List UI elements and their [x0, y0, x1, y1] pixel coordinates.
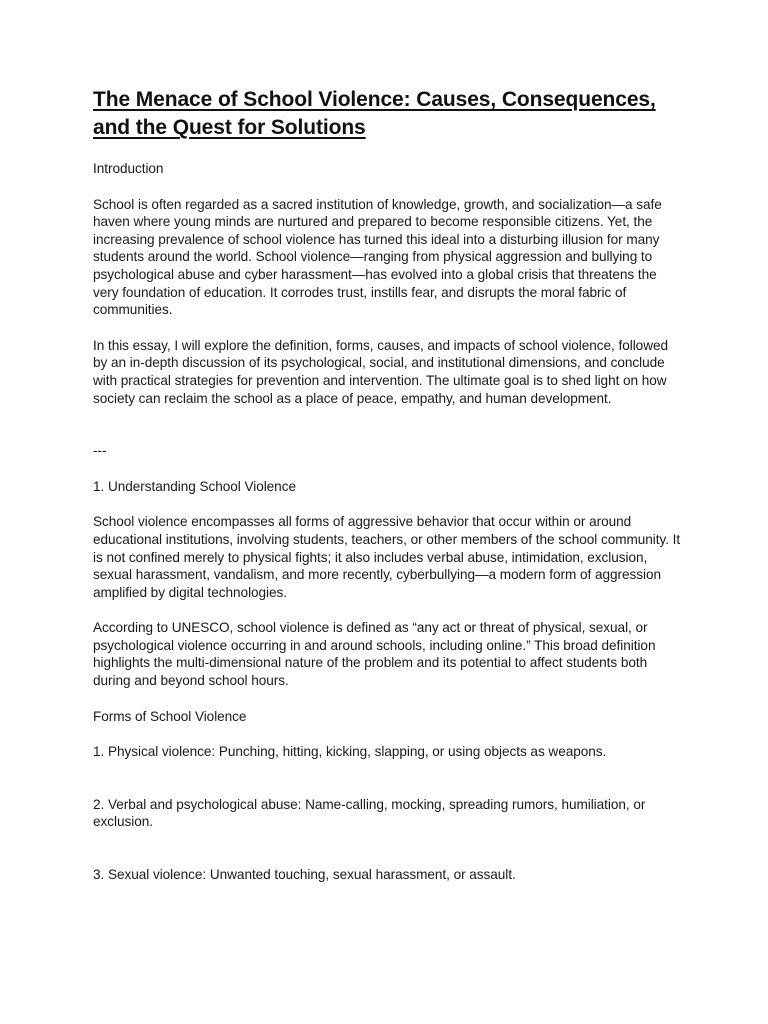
section-1-paragraph-2: According to UNESCO, school violence is defined as “any act or threat of physical, sexual, or psychological violence occurring in and around schools, including online.” This broad definition highlights the multi-dimensional nature of the problem and its potential to affect students both during and beyond school hours.	[93, 620, 656, 689]
forms-list-item: 2. Verbal and psychological abuse: Name-calling, mocking, spreading rumors, humiliation, or exclusion.	[93, 796, 646, 830]
document-title: The Menace of School Violence: Causes, Consequences, and the Quest for Solutions	[93, 88, 656, 139]
introduction-paragraph-1: School is often regarded as a sacred institution of knowledge, growth, and socialization—a safe haven where young minds are nurtured and prepared to become responsible citizens. Yet, the increasing prevalence of school violence has turned this ideal into a disturbing illusion for many students around the world. School violence—ranging from physical aggression and bullying to psychological abuse and cyber harassment—has evolved into a global crisis that threatens the very foundation of education. It corrodes trust, instills fear, and disrupts the moral fabric of communities.	[93, 196, 662, 318]
section-separator: ---	[93, 443, 107, 459]
section-1-paragraph-1: School violence encompasses all forms of aggressive behavior that occur within or around educational institutions, involving students, teachers, or other members of the school community. It is not confined merely to physical fights; it also includes verbal abuse, intimidation, exclusion, sexual harassment, vandalism, and more recently, cyberbullying—a modern form of aggression amplified by digital technologies.	[93, 514, 681, 600]
introduction-heading: Introduction	[93, 161, 164, 176]
document-body	[93, 86, 683, 884]
forms-list-item: 3. Sexual violence: Unwanted touching, sexual harassment, or assault.	[93, 867, 516, 883]
introduction-paragraph-2: In this essay, I will explore the definition, forms, causes, and impacts of school violence, followed by an in-depth discussion of its psychological, social, and institutional dimensions, and conclude with practical strategies for prevention and intervention. The ultimate goal is to shed light on how society can reclaim the school as a place of peace, empathy, and human development.	[93, 337, 668, 406]
forms-heading: Forms of School Violence	[93, 708, 247, 724]
forms-list-item: 1. Physical violence: Punching, hitting, kicking, slapping, or using objects as weapons.	[93, 744, 607, 760]
section-1-heading: 1. Understanding School Violence	[93, 478, 296, 494]
